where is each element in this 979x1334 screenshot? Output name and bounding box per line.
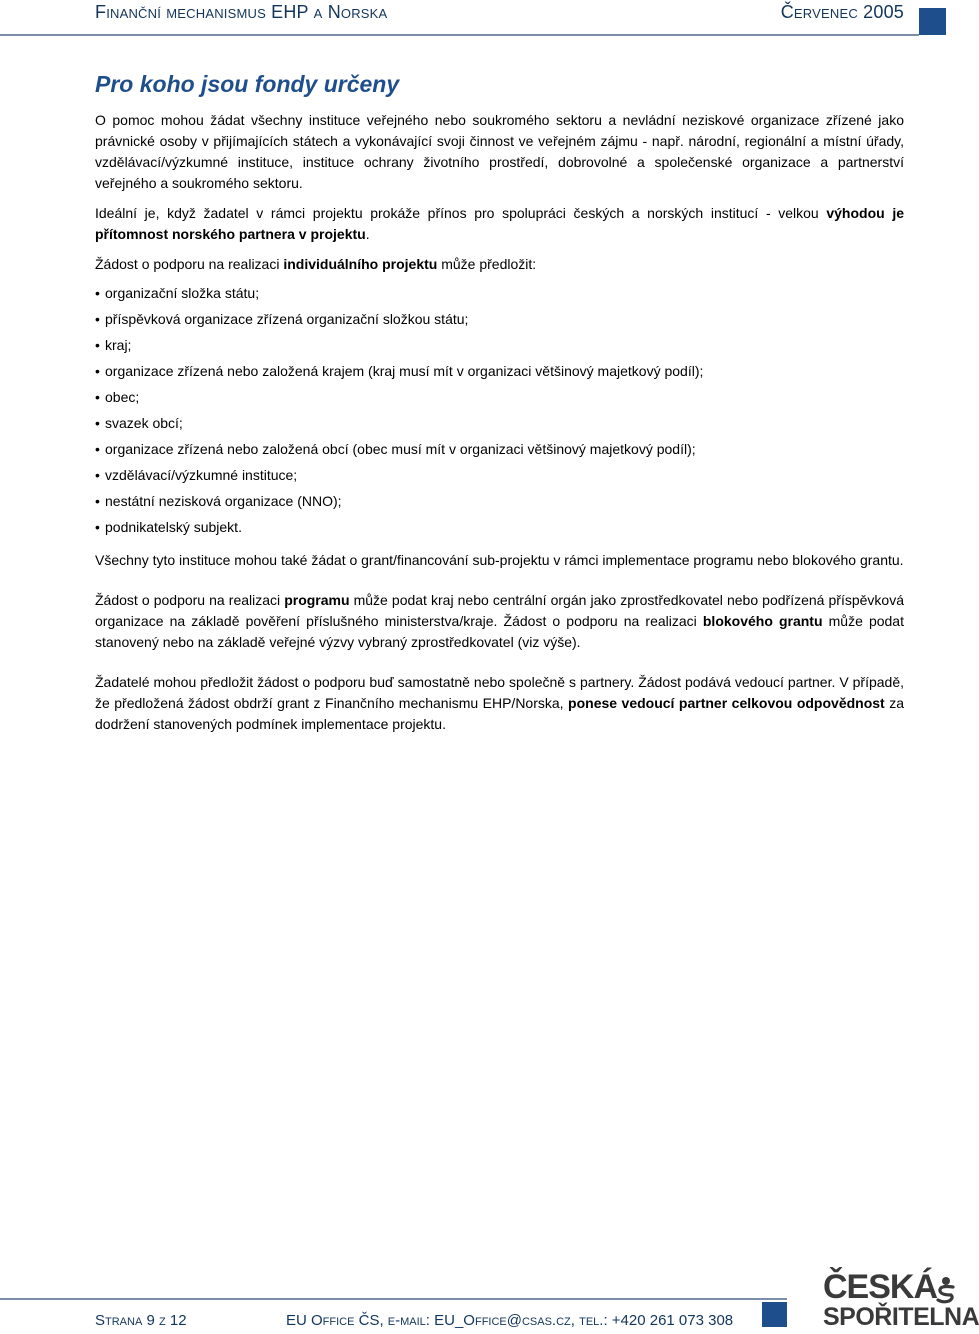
ceska-sporitelna-logo (823, 1268, 979, 1334)
header-document-title: Finanční mechanismus EHP a Norska (95, 2, 388, 22)
paragraph-eligibility: O pomoc mohou žádat všechny instituce veřejného nebo soukromého sektoru a nevládní neziskové organizace zřízené jako právnické osoby v přijímajících státech a vykonávající svoji činnost ve veřejném zájmu - např. národní, regionální a místní úřady, vzdělávací/výzkumné instituce, instituce ochrany životního prostředí, dobrovolné a společenské organizace a partnerství veřejného a soukromého sektoru. (95, 112, 904, 191)
header-accent-square (919, 8, 946, 35)
bold-text: blokového grantu (702, 613, 823, 629)
page-title: Pro koho jsou fondy určeny (95, 71, 400, 97)
text-run: Ideální je, když žadatel v rámci projektu prokáže přínos pro spolupráci českých a norských institucí - velkou (95, 205, 827, 221)
list-item: • organizace zřízená nebo založená obcí (obec musí mít v organizaci většinový majetkový podíl); (95, 439, 904, 460)
text-run: může podat stanovený nebo na základě veřejné výzvy vybraný zprostředkovatel (viz výše). (95, 613, 904, 650)
header-date: Červenec 2005 (780, 2, 904, 22)
footer-contact: EU Office ČS, e-mail: EU_Office@csas.cz, tel.: +420 261 073 308 (286, 1312, 734, 1329)
text-run: může podat kraj nebo centrální orgán jako zprostředkovatel nebo podřízená příspěvková organizace na základě pověření příslušného ministerstva/kraje. Žádost o podporu na realizaci (95, 592, 904, 629)
bold-text: individuálního projektu (283, 256, 438, 272)
list-item: • podnikatelský subjekt. (95, 517, 904, 538)
logo-s-icon (935, 1276, 957, 1304)
text-run: může předložit: (437, 256, 537, 272)
page-footer (0, 1296, 960, 1334)
list-item: • příspěvková organizace zřízená organizační složkou státu; (95, 309, 904, 330)
list-item: • vzdělávací/výzkumné instituce; (95, 465, 904, 486)
paragraph-sub-projects: Všechny tyto instituce mohou také žádat o grant/financování sub-projektu v rámci implementace programu nebo blokového grantu. (95, 552, 904, 568)
text-run: Žadatelé mohou předložit žádost o podporu buď samostatně nebo společně s partnery. Žádost podává vedoucí partner. V případě, že předložená žádost obdrží grant z Finančního mechanismu EHP/Norska, (95, 674, 904, 711)
applicant-list (95, 283, 904, 538)
list-item: • kraj; (95, 335, 904, 356)
logo-text-line1: ČESKÁ (823, 1268, 938, 1306)
text-run: Žádost o podporu na realizaci (95, 256, 284, 272)
page-header (0, 0, 960, 40)
text-run: . (365, 226, 370, 242)
page-number: Strana 9 z 12 (95, 1312, 187, 1329)
text-run: Žádost o podporu na realizaci (95, 592, 285, 608)
page-content (95, 68, 904, 744)
footer-accent-square (762, 1302, 787, 1327)
bold-text: ponese vedoucí partner celkovou odpovědnost (568, 695, 885, 711)
paragraph-programme (95, 590, 904, 653)
bold-text: výhodou je přítomnost norského partnera v projektu (95, 205, 905, 242)
paragraph-lead-partner (95, 672, 904, 735)
text-run: za dodržení stanovených podmínek implementace projektu. (95, 695, 904, 732)
paragraph-ideal-applicant (95, 203, 904, 245)
logo-text-line2: SPOŘITELNA (823, 1303, 979, 1331)
bold-text: programu (284, 592, 350, 608)
list-item: • obec; (95, 387, 904, 408)
list-item: • organizační složka státu; (95, 283, 904, 304)
footer-divider (0, 1298, 787, 1300)
list-item: • organizace zřízená nebo založená krajem (kraj musí mít v organizaci většinový majetkový podíl); (95, 361, 904, 382)
header-divider (0, 34, 919, 36)
list-item: • svazek obcí; (95, 413, 904, 434)
list-item: • nestátní nezisková organizace (NNO); (95, 491, 904, 512)
paragraph-individual-project (95, 254, 904, 275)
